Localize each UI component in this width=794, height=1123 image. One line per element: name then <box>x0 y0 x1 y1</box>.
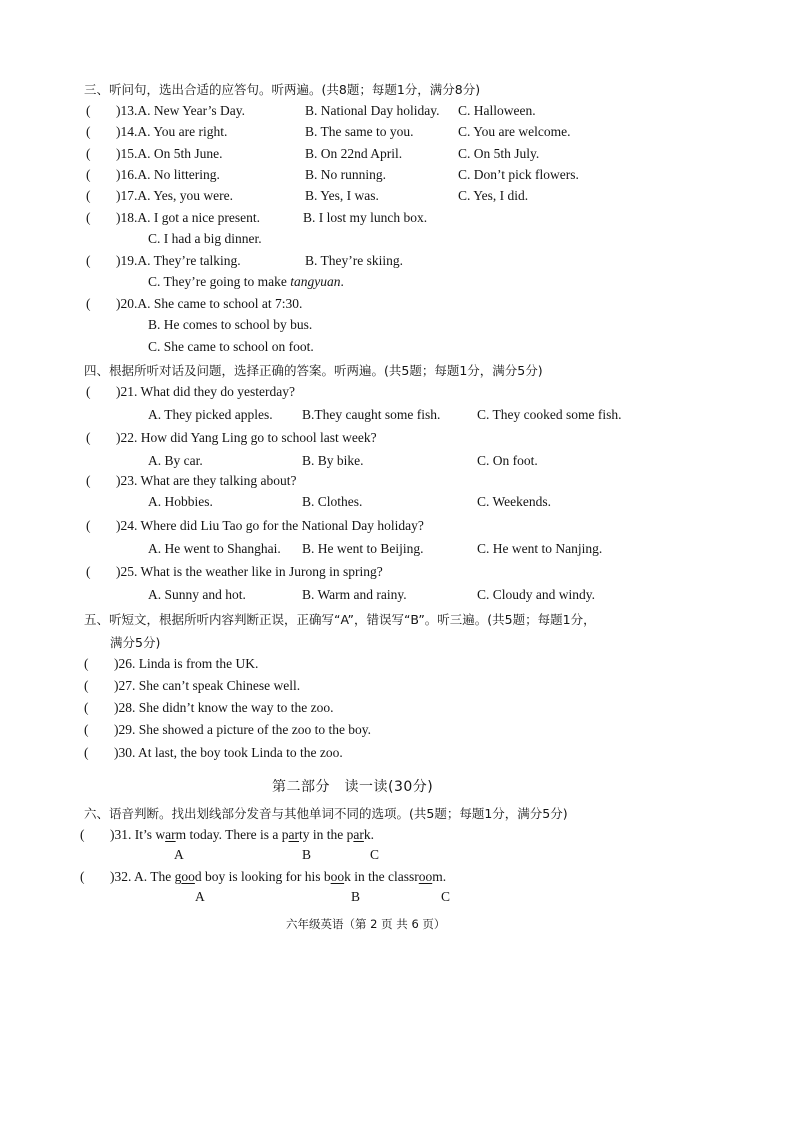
word-part: p <box>346 827 354 842</box>
question-number: )15. <box>116 146 138 161</box>
sentence-text: . <box>370 827 375 842</box>
word-part: m <box>432 869 443 884</box>
option-c: C. Halloween. <box>458 103 536 118</box>
question-number: )13. <box>116 103 138 118</box>
statement-26 <box>84 656 258 672</box>
option-a: A. I got a nice present. <box>137 210 260 225</box>
question-13 <box>86 103 245 119</box>
option-b: B. By bike. <box>302 453 364 468</box>
answer-blank: ( <box>86 473 91 488</box>
question-24 <box>86 518 424 534</box>
page-footer: 六年级英语（第 2 页 共 6 页） <box>286 917 446 931</box>
label-b: B <box>351 889 361 904</box>
question-25 <box>86 564 383 580</box>
statement-30 <box>84 745 343 761</box>
question-22 <box>86 430 377 446</box>
word-part: k <box>363 827 371 842</box>
part-2-title: 第二部分 读一读(30分) <box>272 779 434 795</box>
sentence-text: in the classr <box>350 869 419 884</box>
option-c: C. Yes, I did. <box>458 188 529 203</box>
underlined-sound-c: oo <box>418 869 433 884</box>
question-number: )18. <box>116 210 138 225</box>
answer-blank: ( <box>84 745 89 760</box>
answer-blank: ( <box>86 430 91 445</box>
option-c-period: . <box>340 274 344 289</box>
question-16 <box>86 167 220 183</box>
answer-blank: ( <box>80 827 85 842</box>
option-a: A. On 5th June. <box>137 146 223 161</box>
option-b: B. Warm and rainy. <box>302 587 407 602</box>
option-c: C. She came to school on foot. <box>148 339 314 354</box>
label-b: B <box>302 847 312 862</box>
option-c: C. You are welcome. <box>458 124 571 139</box>
statement-text: )29. She showed a picture of the zoo to the boy. <box>114 722 372 737</box>
section-6-title: 六、语音判断。找出划线部分发音与其他单词不同的选项。(共5题；每题1分，满分5分) <box>84 806 568 821</box>
answer-blank: ( <box>86 103 91 118</box>
answer-blank: ( <box>84 678 89 693</box>
section-3-title: 三、听问句，选出合适的应答句。听两遍。(共8题；每题1分，满分8分) <box>84 82 481 97</box>
label-c: C <box>441 889 451 904</box>
word-part: ty <box>299 827 310 842</box>
question-number: )19. <box>116 253 138 268</box>
statement-text: )28. She didn’t know the way to the zoo. <box>114 700 334 715</box>
option-a: A. They picked apples. <box>148 407 273 422</box>
question-20 <box>86 296 302 312</box>
question-number: )17. <box>116 188 138 203</box>
label-a: A <box>174 847 184 862</box>
option-c: C. Cloudy and windy. <box>477 587 595 602</box>
question-text: )25. What is the weather like in Jurong in spring? <box>116 564 383 579</box>
answer-blank: ( <box>86 518 91 533</box>
option-b: B. The same to you. <box>305 124 414 139</box>
section-5-title: 五、听短文，根据所听内容判断正误，正确写“A”，错误写“B”。听三遍。(共5题；每题1分， <box>84 612 596 627</box>
word-part: w <box>155 827 166 842</box>
option-c: C. Don’t pick flowers. <box>458 167 579 182</box>
word-part: g <box>174 869 182 884</box>
answer-blank: ( <box>86 210 91 225</box>
option-c-text: C. They’re going to make <box>148 274 291 289</box>
answer-blank: ( <box>86 124 91 139</box>
statement-29 <box>84 722 371 738</box>
question-number: )14. <box>116 124 138 139</box>
statement-text: )30. At last, the boy took Linda to the zoo. <box>114 745 343 760</box>
sentence-text: today. There is a <box>186 827 282 842</box>
word-part: m <box>175 827 187 842</box>
sentence-text: . <box>442 869 447 884</box>
question-text: )22. How did Yang Ling go to school last week? <box>116 430 377 445</box>
question-14 <box>86 124 227 140</box>
option-a: A. Hobbies. <box>148 494 213 509</box>
statement-27 <box>84 678 300 694</box>
word-part: d <box>194 869 202 884</box>
option-c-italic: tangyuan <box>290 274 341 289</box>
option-a: A. By car. <box>148 453 203 468</box>
option-a: A. No littering. <box>137 167 220 182</box>
sentence-text: )32. A. The <box>110 869 175 884</box>
underlined-sound-a: oo <box>181 869 195 884</box>
question-31 <box>80 827 374 843</box>
option-b: B. No running. <box>305 167 386 182</box>
question-19 <box>86 253 241 269</box>
option-b: B. He comes to school by bus. <box>148 317 313 332</box>
option-b: B. They’re skiing. <box>305 253 403 268</box>
answer-blank: ( <box>84 656 89 671</box>
option-c: C. He went to Nanjing. <box>477 541 603 556</box>
option-c: C. Weekends. <box>477 494 552 509</box>
underlined-sound-b: ar <box>288 827 299 842</box>
option-b: B. Yes, I was. <box>305 188 379 203</box>
underlined-sound-a: ar <box>165 827 176 842</box>
answer-blank: ( <box>86 253 91 268</box>
section-4-title: 四、根据所听对话及问题，选择正确的答案。听两遍。(共5题；每题1分，满分5分) <box>84 363 543 378</box>
question-text: )23. What are they talking about? <box>116 473 297 488</box>
answer-blank: ( <box>84 722 89 737</box>
statement-text: )26. Linda is from the UK. <box>114 656 259 671</box>
option-a: A. New Year’s Day. <box>137 103 245 118</box>
option-b: B. On 22nd April. <box>305 146 403 161</box>
option-b: B.They caught some fish. <box>302 407 441 422</box>
section-5-title-cont: 满分5分) <box>110 635 161 650</box>
answer-blank: ( <box>86 167 91 182</box>
option-c <box>148 274 344 290</box>
question-number: )16. <box>116 167 138 182</box>
question-17 <box>86 188 233 204</box>
underlined-sound-b: oo <box>330 869 345 884</box>
answer-blank: ( <box>86 188 91 203</box>
sentence-text: boy is looking for his <box>201 869 324 884</box>
sentence-text: )31. It’s <box>110 827 156 842</box>
question-18 <box>86 210 260 226</box>
word-part: k <box>344 869 351 884</box>
option-c: C. On 5th July. <box>458 146 540 161</box>
option-b: B. I lost my lunch box. <box>303 210 428 225</box>
option-c: C. On foot. <box>477 453 538 468</box>
sentence-text: in the <box>309 827 347 842</box>
word-part: p <box>281 827 289 842</box>
underlined-sound-c: ar <box>353 827 364 842</box>
option-a: A. You are right. <box>137 124 228 139</box>
question-text: )21. What did they do yesterday? <box>116 384 295 399</box>
option-b: B. He went to Beijing. <box>302 541 424 556</box>
question-number: )20. <box>116 296 138 311</box>
question-23 <box>86 473 296 489</box>
question-21 <box>86 384 295 400</box>
answer-blank: ( <box>86 564 91 579</box>
question-15 <box>86 146 223 162</box>
question-text: )24. Where did Liu Tao go for the National Day holiday? <box>116 518 424 533</box>
statement-text: )27. She can’t speak Chinese well. <box>114 678 301 693</box>
answer-blank: ( <box>86 296 91 311</box>
answer-blank: ( <box>86 146 91 161</box>
word-part: b <box>323 869 331 884</box>
option-b: B. Clothes. <box>302 494 363 509</box>
option-a: A. Sunny and hot. <box>148 587 246 602</box>
option-a: A. She came to school at 7:30. <box>137 296 303 311</box>
answer-blank: ( <box>80 869 85 884</box>
option-a: A. Yes, you were. <box>137 188 233 203</box>
label-a: A <box>195 889 205 904</box>
option-c: C. They cooked some fish. <box>477 407 622 422</box>
answer-blank: ( <box>84 700 89 715</box>
option-b: B. National Day holiday. <box>305 103 440 118</box>
answer-blank: ( <box>86 384 91 399</box>
option-a: A. He went to Shanghai. <box>148 541 281 556</box>
option-c: C. I had a big dinner. <box>148 231 262 246</box>
statement-28 <box>84 700 333 716</box>
question-32 <box>80 869 446 885</box>
label-c: C <box>370 847 380 862</box>
option-a: A. They’re talking. <box>137 253 241 268</box>
